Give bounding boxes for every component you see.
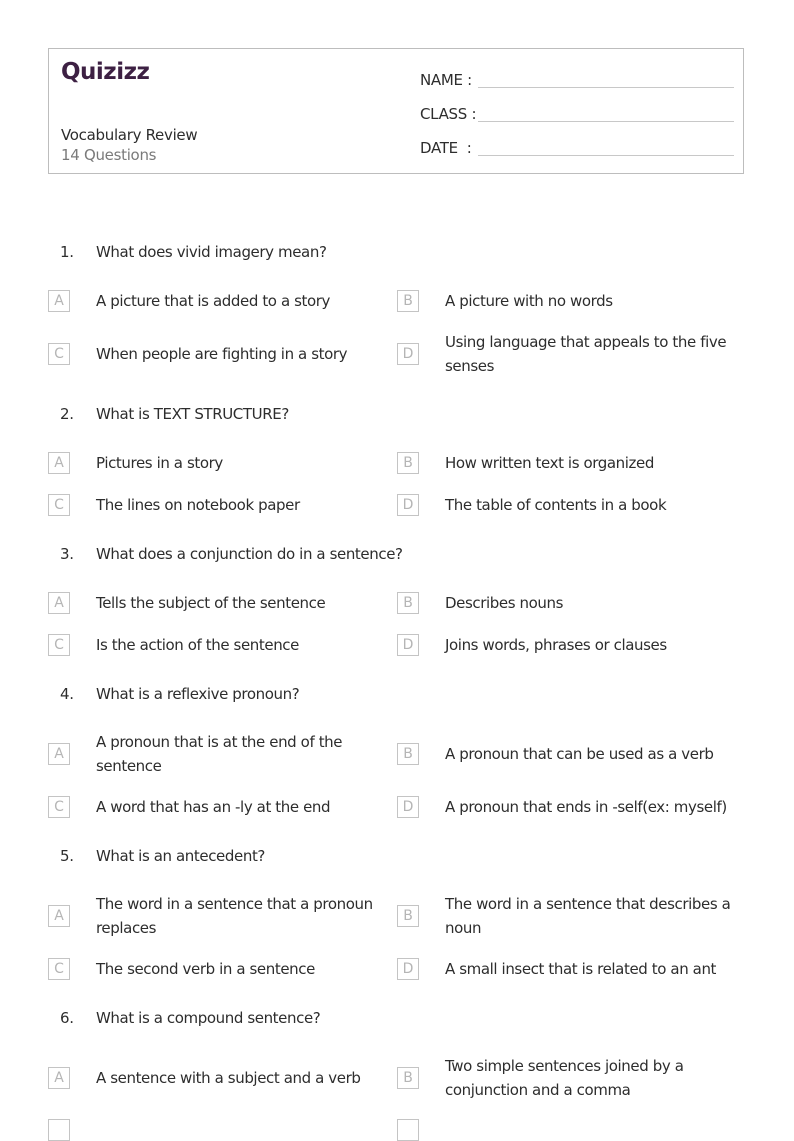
option-text: Two simple sentences joined by a conjunction and a comma xyxy=(445,1057,684,1099)
question-text: What is an antecedent? xyxy=(96,847,265,865)
date-line[interactable] xyxy=(478,137,734,156)
question-5 xyxy=(48,844,744,978)
question-text: What is a reflexive pronoun? xyxy=(96,685,300,703)
option-letter-box[interactable]: A xyxy=(48,592,70,614)
worksheet-title: Vocabulary Review xyxy=(61,126,198,144)
option-text: How written text is organized xyxy=(445,454,654,472)
question-text: What does vivid imagery mean? xyxy=(96,243,327,261)
class-line[interactable] xyxy=(478,103,734,122)
option-text: The lines on notebook paper xyxy=(96,496,300,514)
option-letter-box[interactable]: C xyxy=(48,634,70,656)
option-letter-box[interactable]: D xyxy=(397,494,419,516)
question-number: 2. xyxy=(60,405,74,423)
option-letter-box[interactable]: C xyxy=(48,494,70,516)
option-text: A picture with no words xyxy=(445,292,613,310)
option-letter-box[interactable] xyxy=(48,1119,70,1141)
worksheet-header xyxy=(48,48,744,174)
option-text: Tells the subject of the sentence xyxy=(96,594,326,612)
option-letter-box[interactable]: C xyxy=(48,343,70,365)
option-letter-box[interactable]: B xyxy=(397,1067,419,1089)
option-text: Is the action of the sentence xyxy=(96,636,299,654)
option-letter-box[interactable]: B xyxy=(397,592,419,614)
option-text: A small insect that is related to an ant xyxy=(445,960,717,978)
option-text: Pictures in a story xyxy=(96,454,223,472)
option-text: A pronoun that ends in -self(ex: myself) xyxy=(445,798,727,816)
name-field xyxy=(420,66,734,90)
option-letter-box[interactable]: C xyxy=(48,958,70,980)
option-text: A pronoun that can be used as a verb xyxy=(445,745,714,763)
option-text: The table of contents in a book xyxy=(445,496,667,514)
question-number: 3. xyxy=(60,545,74,563)
question-2 xyxy=(48,402,744,514)
question-1 xyxy=(48,240,744,375)
question-6 xyxy=(48,1006,744,1099)
question-number: 6. xyxy=(60,1009,74,1027)
option-text: A word that has an -ly at the end xyxy=(96,798,331,816)
option-letter-box[interactable]: A xyxy=(48,452,70,474)
option-text: When people are fighting in a story xyxy=(96,345,348,363)
name-label: NAME : xyxy=(420,71,472,89)
option-letter-box[interactable]: A xyxy=(48,743,70,765)
option-letter-box[interactable] xyxy=(397,1119,419,1141)
quizizz-logo: Quizizz xyxy=(61,59,150,85)
option-letter-box[interactable]: D xyxy=(397,958,419,980)
option-letter-box[interactable]: A xyxy=(48,905,70,927)
class-label: CLASS : xyxy=(420,105,477,123)
name-line[interactable] xyxy=(478,69,734,88)
question-number: 4. xyxy=(60,685,74,703)
question-text: What does a conjunction do in a sentence? xyxy=(96,545,403,563)
option-letter-box[interactable]: D xyxy=(397,796,419,818)
option-text: The word in a sentence that a pronoun replaces xyxy=(96,895,373,937)
option-text: A pronoun that is at the end of the sentence xyxy=(96,733,343,775)
option-text: The second verb in a sentence xyxy=(96,960,315,978)
question-count: 14 Questions xyxy=(61,146,157,164)
option-letter-box[interactable]: D xyxy=(397,343,419,365)
question-4 xyxy=(48,682,744,816)
option-letter-box[interactable]: A xyxy=(48,1067,70,1089)
question-3 xyxy=(48,542,744,654)
option-letter-box[interactable]: D xyxy=(397,634,419,656)
option-text: A sentence with a subject and a verb xyxy=(96,1069,361,1087)
question-text: What is TEXT STRUCTURE? xyxy=(96,405,289,423)
class-field xyxy=(420,100,734,124)
option-text: A picture that is added to a story xyxy=(96,292,331,310)
option-letter-box[interactable]: B xyxy=(397,743,419,765)
option-letter-box[interactable]: C xyxy=(48,796,70,818)
option-letter-box[interactable]: B xyxy=(397,905,419,927)
option-text: Describes nouns xyxy=(445,594,564,612)
option-text: Joins words, phrases or clauses xyxy=(445,636,667,654)
question-number: 1. xyxy=(60,243,74,261)
date-label: DATE : xyxy=(420,139,472,157)
option-letter-box[interactable]: A xyxy=(48,290,70,312)
question-number: 5. xyxy=(60,847,74,865)
date-field xyxy=(420,134,734,158)
question-text: What is a compound sentence? xyxy=(96,1009,321,1027)
option-letter-box[interactable]: B xyxy=(397,452,419,474)
option-text: The word in a sentence that describes a noun xyxy=(445,895,731,937)
option-letter-box[interactable]: B xyxy=(397,290,419,312)
option-text: Using language that appeals to the five senses xyxy=(445,333,727,375)
